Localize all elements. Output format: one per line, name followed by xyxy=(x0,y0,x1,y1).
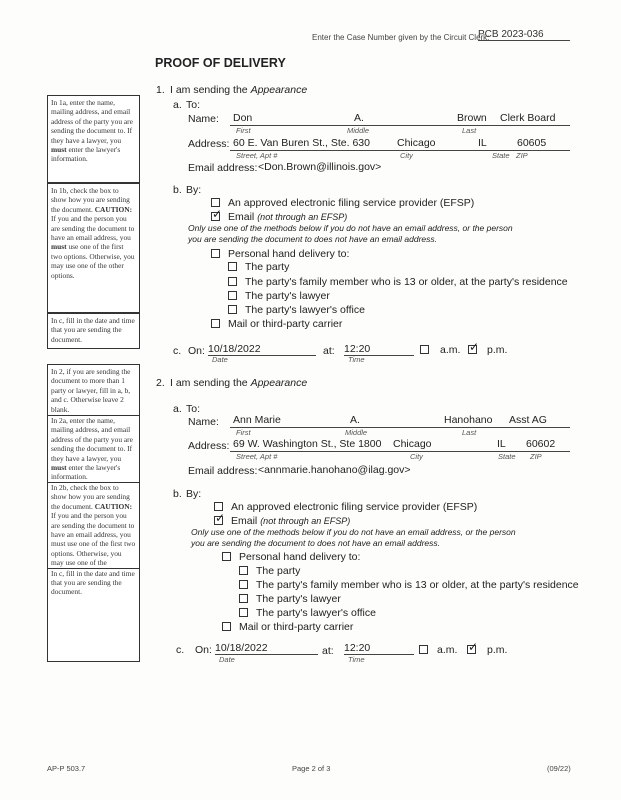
section1-street-caption: Street, Apt # xyxy=(236,151,278,160)
section2-first-caption: First xyxy=(236,428,251,437)
section2-lawyer-checkbox[interactable] xyxy=(239,594,248,603)
section1-street[interactable]: 60 E. Van Buren St., Ste. 630 xyxy=(233,137,370,149)
section1-city[interactable]: Chicago xyxy=(397,137,436,149)
footer-page-number: Page 2 of 3 xyxy=(292,764,331,773)
section1-pm-label: p.m. xyxy=(487,344,508,356)
section2-first-name[interactable]: Ann Marie xyxy=(233,414,281,426)
section1-b-label: b. xyxy=(173,184,182,196)
section2-address-line xyxy=(230,450,570,452)
section2-hand-checkbox[interactable] xyxy=(222,552,231,561)
section1-name-line xyxy=(230,124,570,126)
section2-method-note: Only use one of the methods below if you do not have an email address, or the person you are sending the document to does not have an email address. xyxy=(191,527,516,548)
section2-date-caption: Date xyxy=(219,655,235,664)
case-number-label: Enter the Case Number given by the Circuit Clerk: xyxy=(312,33,490,42)
sidebar-instructions-1c: In c, fill in the date and time that you are sending the document. xyxy=(47,313,140,349)
section1-at-label: at: xyxy=(323,345,335,357)
check-mark-icon: ✓ xyxy=(215,511,226,525)
section1-address-label: Address: xyxy=(188,138,230,150)
sidebar-instructions-1b: In 1b, check the box to show how you are sending the document. CAUTION: If you and the person you are sending the document to have an email address, you must use one of the first two options. Otherwise, you may use one of the other options. xyxy=(47,183,140,313)
section2-city-caption: City xyxy=(410,452,423,461)
section2-email-label: Email address: xyxy=(188,465,258,477)
section2-family-label: The party's family member who is 13 or older, at the party's residence xyxy=(256,579,579,591)
section1-first-name[interactable]: Don xyxy=(233,112,253,124)
section2-extra[interactable]: Asst AG xyxy=(509,414,547,426)
section1-email-option: Email (not through an EFSP) xyxy=(228,211,348,223)
section2-name-line xyxy=(230,426,570,428)
section1-email-label: Email address: xyxy=(188,162,258,174)
section2-state-caption: State xyxy=(498,452,516,461)
section1-date-caption: Date xyxy=(212,355,228,364)
section1-am-checkbox[interactable] xyxy=(420,345,429,354)
section2-zip-caption: ZIP xyxy=(530,452,542,461)
section1-mail-label: Mail or third-party carrier xyxy=(228,318,343,330)
section1-on-label: On: xyxy=(188,345,205,357)
sidebar-instructions-1a: In 1a, enter the name, mailing address, and email address of the party you are sending the document to. If they have a lawyer, you must enter the lawyer's information. xyxy=(47,95,140,183)
section1-efsp-label: An approved electronic filing service provider (EFSP) xyxy=(228,197,475,209)
section1-hand-checkbox[interactable] xyxy=(211,249,220,258)
section2-middle-caption: Middle xyxy=(345,428,368,437)
section1-method-note: Only use one of the methods below if you do not have an email address, or the person you are sending the document to does not have an email address. xyxy=(188,223,513,244)
section2-time-field[interactable]: 12:20 xyxy=(344,642,414,655)
section2-a-label: a. xyxy=(173,403,182,415)
section1-number: 1. xyxy=(156,84,165,96)
section2-state[interactable]: IL xyxy=(497,438,506,450)
section1-last-caption: Last xyxy=(462,126,477,135)
section2-lawyer-label: The party's lawyer xyxy=(256,593,341,605)
section2-mail-checkbox[interactable] xyxy=(222,622,231,631)
section1-office-label: The party's lawyer's office xyxy=(245,304,365,316)
section2-b-label: b. xyxy=(173,488,182,500)
section2-at-label: at: xyxy=(322,645,334,657)
section1-a-label: a. xyxy=(173,99,182,111)
case-number-field[interactable]: PCB 2023-036 xyxy=(478,29,570,41)
section1-family-checkbox[interactable] xyxy=(228,277,237,286)
section1-middle-caption: Middle xyxy=(347,126,370,135)
section1-email[interactable]: <Don.Brown@illinois.gov> xyxy=(258,161,382,173)
section1-zip-caption: ZIP xyxy=(516,151,528,160)
section1-time-caption: Time xyxy=(348,355,365,364)
section2-pm-label: p.m. xyxy=(487,644,508,656)
section1-first-caption: First xyxy=(236,126,251,135)
section2-zip[interactable]: 60602 xyxy=(526,438,556,450)
section2-street-caption: Street, Apt # xyxy=(236,452,278,461)
section2-hand-label: Personal hand delivery to: xyxy=(239,551,361,563)
section1-name-label: Name: xyxy=(188,113,219,125)
section1-time-field[interactable]: 12:20 xyxy=(344,343,414,356)
section2-mail-label: Mail or third-party carrier xyxy=(239,621,354,633)
page-title: PROOF OF DELIVERY xyxy=(155,56,286,70)
section2-last-name[interactable]: Hanohano xyxy=(444,414,493,426)
section1-mail-checkbox[interactable] xyxy=(211,319,220,328)
section1-c-label: c. xyxy=(173,345,182,357)
section2-am-label: a.m. xyxy=(437,644,458,656)
section1-to-label: To: xyxy=(186,99,201,111)
section1-zip[interactable]: 60605 xyxy=(517,137,547,149)
section2-middle-name[interactable]: A. xyxy=(350,414,360,426)
section1-extra[interactable]: Clerk Board xyxy=(500,112,556,124)
section1-efsp-checkbox[interactable] xyxy=(211,198,220,207)
section1-by-label: By: xyxy=(186,184,202,196)
section1-date-field[interactable]: 10/18/2022 xyxy=(208,343,316,356)
footer-form-number: AP-P 503.7 xyxy=(47,764,86,773)
section2-last-caption: Last xyxy=(462,428,477,437)
section2-party-checkbox[interactable] xyxy=(239,566,248,575)
section1-hand-label: Personal hand delivery to: xyxy=(228,248,350,260)
section1-family-label: The party's family member who is 13 or older, at the party's residence xyxy=(245,276,568,288)
check-mark-icon: ✓ xyxy=(212,207,223,221)
section1-party-checkbox[interactable] xyxy=(228,262,237,271)
section1-state-caption: State xyxy=(492,151,510,160)
section2-heading: I am sending the Appearance xyxy=(170,377,308,389)
section2-address-label: Address: xyxy=(188,440,230,452)
section2-email-option: Email (not through an EFSP) xyxy=(231,515,351,527)
section2-efsp-checkbox[interactable] xyxy=(214,502,223,511)
check-mark-icon: ✓ xyxy=(469,340,480,354)
section2-on-label: On: xyxy=(195,644,212,656)
section2-office-checkbox[interactable] xyxy=(239,608,248,617)
section2-am-checkbox[interactable] xyxy=(419,645,428,654)
section2-family-checkbox[interactable] xyxy=(239,580,248,589)
section2-email[interactable]: <annmarie.hanohano@ilag.gov> xyxy=(258,464,411,476)
section1-last-name[interactable]: Brown xyxy=(457,112,487,124)
section2-time-caption: Time xyxy=(348,655,365,664)
section2-city[interactable]: Chicago xyxy=(393,438,432,450)
section1-lawyer-label: The party's lawyer xyxy=(245,290,330,302)
section1-heading: I am sending the Appearance xyxy=(170,84,308,96)
section2-office-label: The party's lawyer's office xyxy=(256,607,376,619)
footer-revision: (09/22) xyxy=(547,764,571,773)
section1-lawyer-checkbox[interactable] xyxy=(228,291,237,300)
section1-am-label: a.m. xyxy=(440,344,461,356)
section2-date-field[interactable]: 10/18/2022 xyxy=(215,642,318,655)
section1-party-label: The party xyxy=(245,261,290,273)
section2-party-label: The party xyxy=(256,565,301,577)
section1-city-caption: City xyxy=(400,151,413,160)
section1-office-checkbox[interactable] xyxy=(228,305,237,314)
sidebar-instructions-2: In 2, if you are sending the document to more than 1 party or lawyer, fill in a, b, and c. Otherwise leave 2 blank. In 2a, enter the name, mailing address, and email address of the party you are sending the document to. If they have a lawyer, you must enter the lawyer's information. In 2b, check the box to show how you are sending the document. CAUTION: If you and the person you are sending the document to have an email address, you must use one of the first two options. Otherwise, you may use one of the In c, fill in the date and time that you are sending the document. xyxy=(47,364,140,662)
section2-street[interactable]: 69 W. Washington St., Ste 1800 xyxy=(233,438,382,450)
section1-middle-name[interactable]: A. xyxy=(354,112,364,124)
section2-efsp-label: An approved electronic filing service provider (EFSP) xyxy=(231,501,478,513)
section2-by-label: By: xyxy=(186,488,202,500)
check-mark-icon: ✓ xyxy=(468,640,479,654)
section2-to-label: To: xyxy=(186,403,201,415)
section2-number: 2. xyxy=(156,377,165,389)
section2-name-label: Name: xyxy=(188,416,219,428)
section2-c-label: c. xyxy=(176,644,185,656)
section1-state[interactable]: IL xyxy=(478,137,487,149)
